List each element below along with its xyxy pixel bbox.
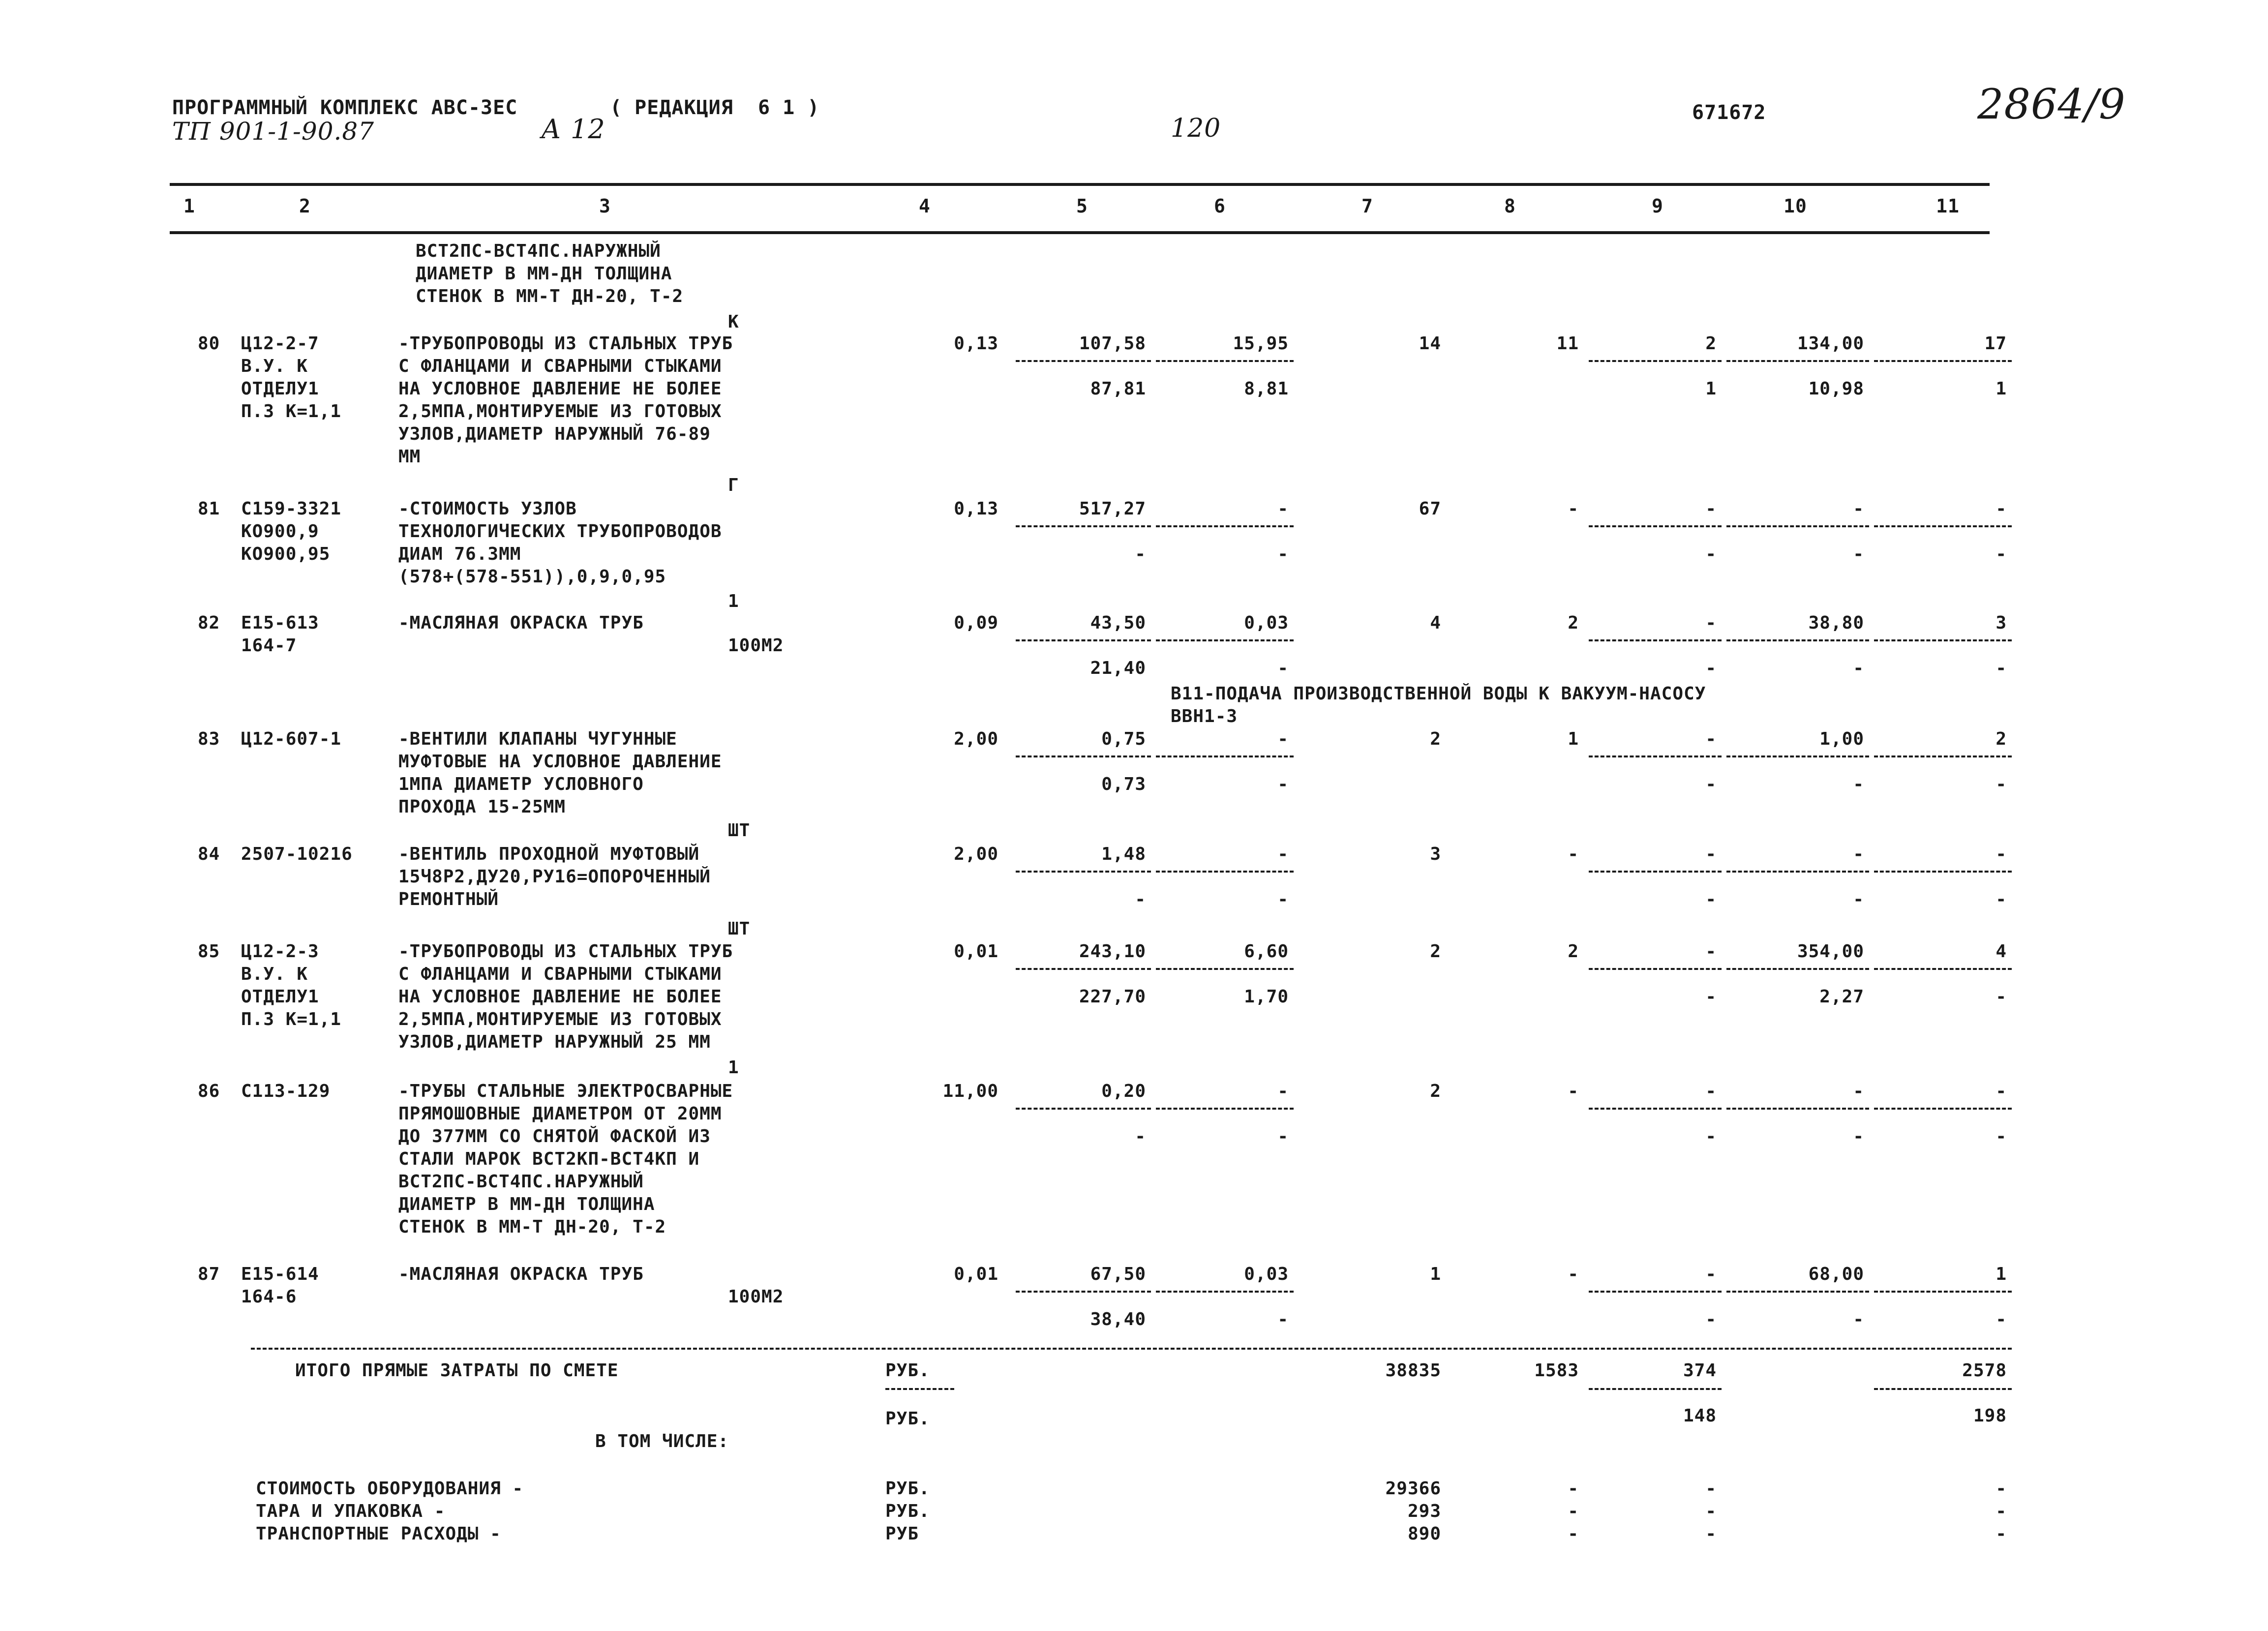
row-description: 1МПА ДИАМЕТР УСЛОВНОГО [398, 774, 644, 794]
value-divider [1016, 871, 1151, 873]
unit-mark: К [728, 312, 739, 332]
row-c6-lower: - [1277, 1126, 1289, 1147]
row-quantity: 2,00 [954, 729, 998, 749]
including-item-c11: - [1996, 1479, 2007, 1499]
row-c5-upper: 67,50 [1090, 1264, 1146, 1284]
row-c5-lower: 227,70 [1079, 987, 1146, 1007]
row-description: ПРЯМОШОВНЫЕ ДИАМЕТРОМ ОТ 20ММ [398, 1104, 722, 1124]
row-number: 80 [198, 333, 220, 354]
row-quantity: 0,01 [954, 941, 998, 962]
album-mark: А 12 [541, 114, 605, 145]
row-number: 85 [198, 941, 220, 962]
edition-label: ( РЕДАКЦИЯ 6 1 ) [610, 96, 820, 119]
row-c11-lower: - [1996, 1309, 2007, 1329]
row-c9-lower: - [1705, 658, 1717, 678]
row-measure: 100М2 [728, 1287, 784, 1307]
row-c7: 14 [1419, 333, 1441, 354]
sheet-mark: 2864/9 [1977, 80, 2126, 128]
including-label: В ТОМ ЧИСЛЕ: [595, 1431, 729, 1451]
row-number: 82 [198, 613, 220, 633]
row-c8: - [1568, 1081, 1579, 1101]
row-description: 2,5МПА,МОНТИРУЕМЫЕ ИЗ ГОТОВЫХ [398, 1009, 722, 1029]
value-divider [1874, 755, 2012, 757]
row-c6-lower: 8,81 [1244, 379, 1289, 399]
row-c8: - [1568, 499, 1579, 519]
row-c11-upper: - [1996, 499, 2007, 519]
column-header: 10 [1784, 195, 1807, 217]
row-description: СТАЛИ МАРОК ВСТ2КП-ВСТ4КП И [398, 1149, 700, 1169]
row-code: 164-7 [241, 635, 297, 656]
column-header: 7 [1361, 195, 1373, 217]
row-c7: 2 [1430, 1081, 1441, 1101]
value-divider [1589, 360, 1722, 362]
row-quantity: 11,00 [942, 1081, 998, 1101]
row-c11-upper: 2 [1996, 729, 2007, 749]
row-c10-lower: - [1853, 889, 1864, 909]
including-item-c8: - [1568, 1501, 1579, 1521]
column-header: 3 [599, 195, 611, 217]
row-c9-upper: - [1705, 499, 1717, 519]
row-quantity: 0,13 [954, 333, 998, 354]
row-description: 15Ч8Р2,ДУ20,РУ16=ОПОРОЧЕННЫЙ [398, 867, 711, 887]
column-header: 6 [1214, 195, 1226, 217]
unit-mark: 1 [728, 1057, 739, 1078]
column-header: 9 [1652, 195, 1663, 217]
value-divider [1589, 968, 1722, 970]
row-description: ММ [398, 447, 421, 467]
row-description: ВСТ2ПС-ВСТ4ПС.НАРУЖНЫЙ [398, 1172, 644, 1192]
unit-mark: Г [728, 475, 739, 495]
header-bottom-rule [170, 231, 1990, 234]
row-c6-lower: - [1277, 1309, 1289, 1329]
row-code: ОТДЕЛУ1 [241, 379, 319, 399]
row-c7: 2 [1430, 729, 1441, 749]
intro-line: ДИАМЕТР В ММ-ДН ТОЛЩИНА [416, 264, 672, 284]
row-description: (578+(578-551)),0,9,0,95 [398, 567, 666, 587]
row-description: -МАСЛЯНАЯ ОКРАСКА ТРУБ [398, 613, 644, 633]
row-code: С113-129 [241, 1081, 331, 1101]
including-item-label: СТОИМОСТЬ ОБОРУДОВАНИЯ - [256, 1479, 524, 1499]
row-c6-upper: 0,03 [1244, 613, 1289, 633]
row-c6-upper: - [1277, 1081, 1289, 1101]
including-item-c8: - [1568, 1524, 1579, 1544]
row-c11-lower: - [1996, 889, 2007, 909]
including-item-c9: - [1705, 1501, 1717, 1521]
row-c8: - [1568, 844, 1579, 864]
including-item-unit: РУБ. [885, 1501, 930, 1521]
totals-rule [251, 1348, 2012, 1350]
row-c11-upper: - [1996, 1081, 2007, 1101]
row-measure: 100М2 [728, 635, 784, 656]
row-description: ТЕХНОЛОГИЧЕСКИХ ТРУБОПРОВОДОВ [398, 521, 722, 542]
row-description: С ФЛАНЦАМИ И СВАРНЫМИ СТЫКАМИ [398, 356, 722, 376]
row-c10-lower: 2,27 [1819, 987, 1864, 1007]
row-code: Ц12-2-7 [241, 333, 319, 354]
page-number: 120 [1171, 114, 1221, 143]
row-c9-upper: - [1705, 941, 1717, 962]
row-code: Е15-613 [241, 613, 319, 633]
row-c9-upper: - [1705, 1081, 1717, 1101]
value-divider [1726, 360, 1869, 362]
row-description: ДО 377ММ СО СНЯТОЙ ФАСКОЙ ИЗ [398, 1126, 711, 1147]
row-c7: 3 [1430, 844, 1441, 864]
value-divider [1874, 968, 2012, 970]
row-description: -ТРУБОПРОВОДЫ ИЗ СТАЛЬНЫХ ТРУБ [398, 941, 733, 962]
value-divider [1589, 525, 1722, 527]
row-c6-lower: - [1277, 658, 1289, 678]
row-description: УЗЛОВ,ДИАМЕТР НАРУЖНЫЙ 25 ММ [398, 1032, 711, 1052]
intro-line: ВСТ2ПС-ВСТ4ПС.НАРУЖНЫЙ [416, 241, 661, 261]
row-c6-upper: 15,95 [1233, 333, 1289, 354]
row-code: Ц12-607-1 [241, 729, 342, 749]
row-c5-upper: 1,48 [1101, 844, 1146, 864]
row-description: ДИАМ 76.3ММ [398, 544, 521, 564]
row-quantity: 0,09 [954, 613, 998, 633]
row-c10-lower: - [1853, 1309, 1864, 1329]
row-description: -СТОИМОСТЬ УЗЛОВ [398, 499, 577, 519]
totals-c11-lower: 198 [1973, 1406, 2007, 1426]
row-c8: 11 [1556, 333, 1579, 354]
including-item-c11: - [1996, 1501, 2007, 1521]
column-header: 4 [919, 195, 931, 217]
row-c5-upper: 517,27 [1079, 499, 1146, 519]
row-c10-upper: 68,00 [1808, 1264, 1864, 1284]
section-title: В11-ПОДАЧА ПРОИЗВОДСТВЕННОЙ ВОДЫ К ВАКУУМ-НАСОСУ [1171, 684, 1706, 704]
including-item-c9: - [1705, 1479, 1717, 1499]
value-divider [1589, 1388, 1722, 1390]
row-number: 87 [198, 1264, 220, 1284]
value-divider [1156, 639, 1294, 641]
row-c5-upper: 0,20 [1101, 1081, 1146, 1101]
row-description: С ФЛАНЦАМИ И СВАРНЫМИ СТЫКАМИ [398, 964, 722, 984]
row-quantity: 0,13 [954, 499, 998, 519]
row-description: УЗЛОВ,ДИАМЕТР НАРУЖНЫЙ 76-89 [398, 424, 711, 444]
value-divider [1016, 639, 1151, 641]
project-code: ТП 901-1-90.87 [172, 117, 375, 146]
row-c10-upper: 1,00 [1819, 729, 1864, 749]
totals-c8: 1583 [1534, 1360, 1579, 1381]
row-number: 81 [198, 499, 220, 519]
row-c11-lower: - [1996, 544, 2007, 564]
row-description: НА УСЛОВНОЕ ДАВЛЕНИЕ НЕ БОЛЕЕ [398, 379, 722, 399]
row-c5-lower: 0,73 [1101, 774, 1146, 794]
row-c5-lower: - [1135, 1126, 1146, 1147]
row-quantity: 0,01 [954, 1264, 998, 1284]
row-description: НА УСЛОВНОЕ ДАВЛЕНИЕ НЕ БОЛЕЕ [398, 987, 722, 1007]
row-c6-lower: - [1277, 774, 1289, 794]
row-c5-lower: - [1135, 889, 1146, 909]
row-code: В.У. К [241, 356, 308, 376]
totals-label: ИТОГО ПРЯМЫЕ ЗАТРАТЫ ПО СМЕТЕ [295, 1360, 619, 1381]
value-divider [1156, 968, 1294, 970]
row-code: Ц12-2-3 [241, 941, 319, 962]
row-c9-upper: - [1705, 613, 1717, 633]
row-c9-upper: - [1705, 1264, 1717, 1284]
including-item-c7: 890 [1407, 1524, 1441, 1544]
including-item-c9: - [1705, 1524, 1717, 1544]
value-divider [1156, 871, 1294, 873]
row-code: 2507-10216 [241, 844, 353, 864]
row-c9-lower: - [1705, 774, 1717, 794]
row-c10-lower: 10,98 [1808, 379, 1864, 399]
row-description: -ВЕНТИЛЬ ПРОХОДНОЙ МУФТОВЫЙ [398, 844, 700, 864]
row-c11-upper: 4 [1996, 941, 2007, 962]
including-item-unit: РУБ [885, 1524, 919, 1544]
row-c10-upper: - [1853, 1081, 1864, 1101]
program-title: ПРОГРАММНЫЙ КОМПЛЕКС АВС-3ЕС [172, 96, 518, 119]
column-header: 11 [1936, 195, 1960, 217]
value-divider [1156, 755, 1294, 757]
row-c9-lower: 1 [1705, 379, 1717, 399]
row-c5-upper: 243,10 [1079, 941, 1146, 962]
unit-divider [885, 1388, 954, 1390]
value-divider [1874, 525, 2012, 527]
including-item-label: ТАРА И УПАКОВКА - [256, 1501, 446, 1521]
row-description: -МАСЛЯНАЯ ОКРАСКА ТРУБ [398, 1264, 644, 1284]
row-code: П.3 К=1,1 [241, 1009, 342, 1029]
value-divider [1016, 525, 1151, 527]
value-divider [1016, 1291, 1151, 1293]
row-c6-upper: 0,03 [1244, 1264, 1289, 1284]
row-c11-lower: 1 [1996, 379, 2007, 399]
row-code: ОТДЕЛУ1 [241, 987, 319, 1007]
row-c5-lower: 21,40 [1090, 658, 1146, 678]
row-c6-upper: - [1277, 844, 1289, 864]
value-divider [1589, 1108, 1722, 1110]
row-c9-lower: - [1705, 1309, 1717, 1329]
row-number: 83 [198, 729, 220, 749]
row-c9-upper: - [1705, 844, 1717, 864]
value-divider [1726, 639, 1869, 641]
row-c7: 1 [1430, 1264, 1441, 1284]
row-description: -ТРУБОПРОВОДЫ ИЗ СТАЛЬНЫХ ТРУБ [398, 333, 733, 354]
including-item-c11: - [1996, 1524, 2007, 1544]
row-c8: 2 [1568, 941, 1579, 962]
totals-unit: РУБ. [885, 1409, 930, 1429]
row-c6-upper: - [1277, 729, 1289, 749]
value-divider [1874, 639, 2012, 641]
row-c11-lower: - [1996, 658, 2007, 678]
value-divider [1156, 360, 1294, 362]
value-divider [1016, 968, 1151, 970]
totals-c9-upper: 374 [1683, 1360, 1717, 1381]
value-divider [1156, 525, 1294, 527]
value-divider [1874, 1108, 2012, 1110]
column-header: 1 [183, 195, 195, 217]
row-c8: - [1568, 1264, 1579, 1284]
row-description: -ТРУБЫ СТАЛЬНЫЕ ЭЛЕКТРОСВАРНЫЕ [398, 1081, 733, 1101]
value-divider [1016, 1108, 1151, 1110]
value-divider [1016, 360, 1151, 362]
including-item-unit: РУБ. [885, 1479, 930, 1499]
row-c9-lower: - [1705, 1126, 1717, 1147]
row-c10-upper: 38,80 [1808, 613, 1864, 633]
value-divider [1589, 639, 1722, 641]
row-description: РЕМОНТНЫЙ [398, 889, 499, 909]
row-c8: 1 [1568, 729, 1579, 749]
value-divider [1874, 360, 2012, 362]
including-item-label: ТРАНСПОРТНЫЕ РАСХОДЫ - [256, 1524, 501, 1544]
column-header: 8 [1504, 195, 1516, 217]
row-c9-lower: - [1705, 544, 1717, 564]
column-header: 2 [299, 195, 311, 217]
value-divider [1874, 1388, 2012, 1390]
value-divider [1156, 1291, 1294, 1293]
row-c5-upper: 107,58 [1079, 333, 1146, 354]
row-c6-lower: 1,70 [1244, 987, 1289, 1007]
intro-line: СТЕНОК В ММ-Т ДН-20, Т-2 [416, 286, 684, 306]
value-divider [1726, 755, 1869, 757]
row-description: ПРОХОДА 15-25ММ [398, 797, 566, 817]
column-header: 5 [1076, 195, 1088, 217]
row-number: 84 [198, 844, 220, 864]
row-c11-upper: - [1996, 844, 2007, 864]
row-code: П.3 К=1,1 [241, 401, 342, 422]
row-c10-upper: - [1853, 844, 1864, 864]
including-item-c7: 293 [1407, 1501, 1441, 1521]
row-c5-lower: 38,40 [1090, 1309, 1146, 1329]
row-description: 2,5МПА,МОНТИРУЕМЫЕ ИЗ ГОТОВЫХ [398, 401, 722, 422]
row-c7: 2 [1430, 941, 1441, 962]
value-divider [1589, 1291, 1722, 1293]
row-c5-lower: 87,81 [1090, 379, 1146, 399]
totals-c11-upper: 2578 [1962, 1360, 2007, 1381]
row-code: КО900,9 [241, 521, 319, 542]
value-divider [1726, 525, 1869, 527]
row-quantity: 2,00 [954, 844, 998, 864]
header-top-rule [170, 183, 1990, 186]
value-divider [1589, 871, 1722, 873]
row-c11-upper: 17 [1984, 333, 2007, 354]
row-c6-lower: - [1277, 544, 1289, 564]
value-divider [1726, 871, 1869, 873]
unit-mark: 1 [728, 591, 739, 611]
row-c5-upper: 0,75 [1101, 729, 1146, 749]
row-c9-upper: - [1705, 729, 1717, 749]
row-c10-lower: - [1853, 658, 1864, 678]
row-code: В.У. К [241, 964, 308, 984]
row-c5-upper: 43,50 [1090, 613, 1146, 633]
row-c9-lower: - [1705, 987, 1717, 1007]
row-c10-lower: - [1853, 1126, 1864, 1147]
unit-mark: ШТ [728, 919, 751, 939]
row-c10-lower: - [1853, 774, 1864, 794]
row-description: -ВЕНТИЛИ КЛАПАНЫ ЧУГУННЫЕ [398, 729, 677, 749]
row-c8: 2 [1568, 613, 1579, 633]
row-description: СТЕНОК В ММ-Т ДН-20, Т-2 [398, 1217, 666, 1237]
row-c6-upper: 6,60 [1244, 941, 1289, 962]
totals-c9-lower: 148 [1683, 1406, 1717, 1426]
value-divider [1589, 755, 1722, 757]
row-c10-upper: 354,00 [1797, 941, 1864, 962]
row-code: КО900,95 [241, 544, 331, 564]
row-c6-lower: - [1277, 889, 1289, 909]
row-c9-upper: 2 [1705, 333, 1717, 354]
value-divider [1156, 1108, 1294, 1110]
row-c11-lower: - [1996, 987, 2007, 1007]
row-c11-upper: 3 [1996, 613, 2007, 633]
value-divider [1726, 1291, 1869, 1293]
row-c7: 4 [1430, 613, 1441, 633]
including-item-c8: - [1568, 1479, 1579, 1499]
document-code: 671672 [1692, 101, 1766, 124]
value-divider [1874, 871, 2012, 873]
row-code: 164-6 [241, 1287, 297, 1307]
row-description: МУФТОВЫЕ НА УСЛОВНОЕ ДАВЛЕНИЕ [398, 752, 722, 772]
row-c11-lower: - [1996, 774, 2007, 794]
row-c9-lower: - [1705, 889, 1717, 909]
totals-unit: РУБ. [885, 1360, 930, 1381]
totals-c7: 38835 [1385, 1360, 1441, 1381]
row-c10-upper: - [1853, 499, 1864, 519]
row-c5-lower: - [1135, 544, 1146, 564]
value-divider [1874, 1291, 2012, 1293]
row-c11-lower: - [1996, 1126, 2007, 1147]
including-item-c7: 29366 [1385, 1479, 1441, 1499]
row-c11-upper: 1 [1996, 1264, 2007, 1284]
row-c6-upper: - [1277, 499, 1289, 519]
row-code: Е15-614 [241, 1264, 319, 1284]
value-divider [1726, 1108, 1869, 1110]
row-code: С159-3321 [241, 499, 342, 519]
row-c10-upper: 134,00 [1797, 333, 1864, 354]
value-divider [1016, 755, 1151, 757]
row-c10-lower: - [1853, 544, 1864, 564]
row-c7: 67 [1419, 499, 1441, 519]
section-title: ВВН1-3 [1171, 706, 1238, 726]
row-description: ДИАМЕТР В ММ-ДН ТОЛЩИНА [398, 1194, 655, 1214]
value-divider [1726, 968, 1869, 970]
row-number: 86 [198, 1081, 220, 1101]
unit-mark: ШТ [728, 820, 751, 841]
